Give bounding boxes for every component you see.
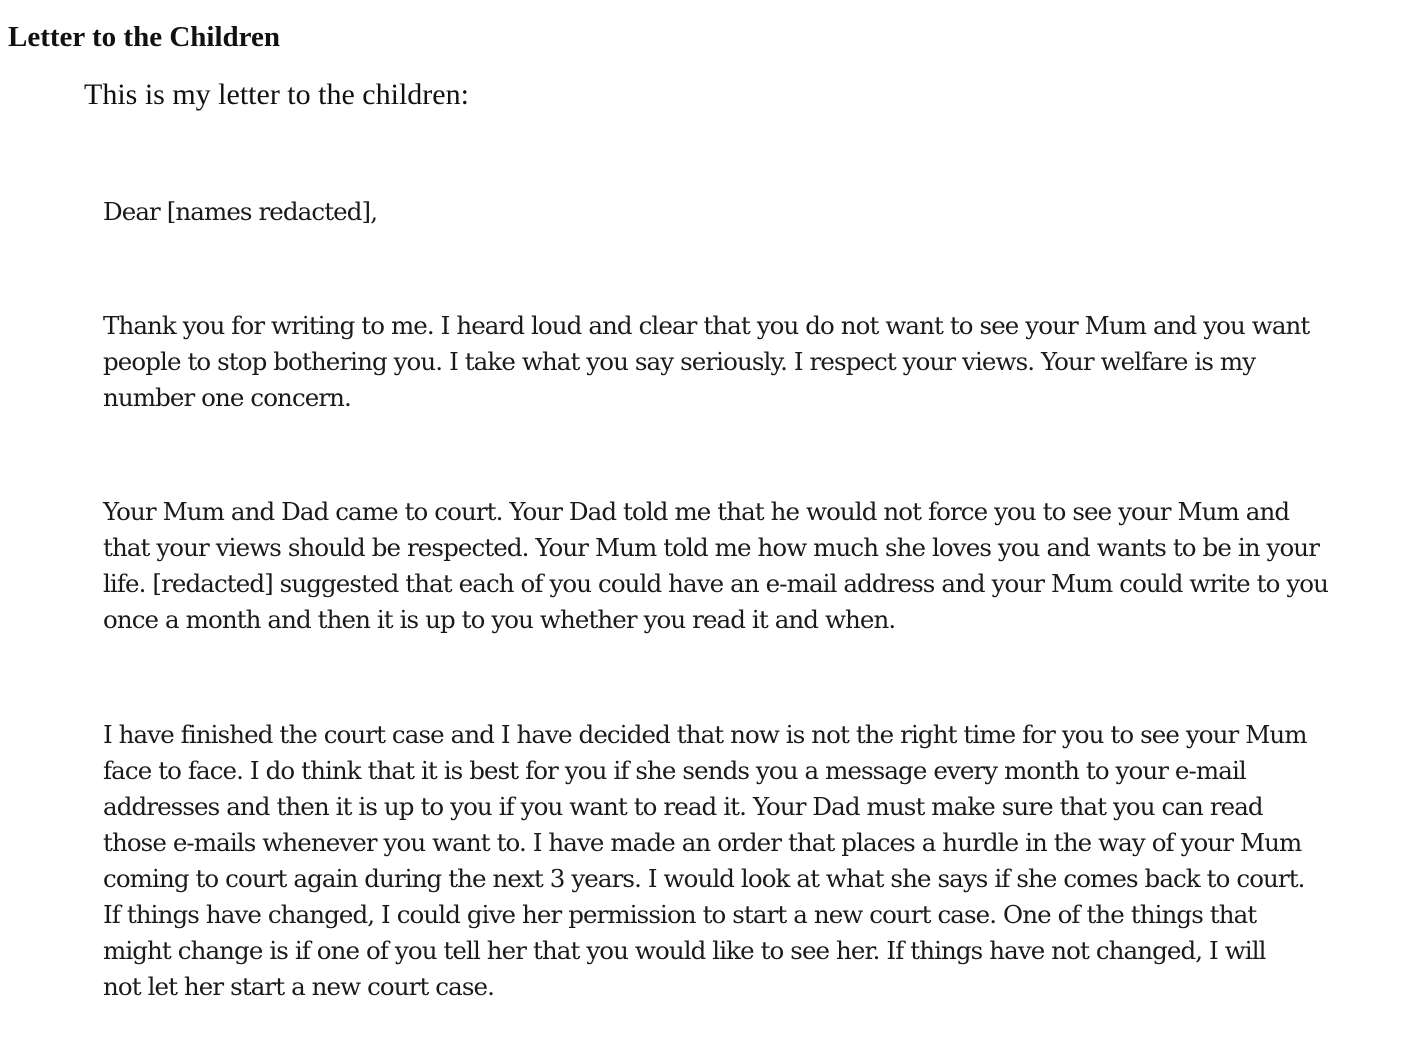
paragraph-line: coming to court again during the next 3 years. I would look at what she says if she comes back to court. <box>103 864 1305 893</box>
letter-paragraph-1 <box>103 308 1309 416</box>
letter-salutation: Dear [names redacted], <box>103 197 378 226</box>
paragraph-line: once a month and then it is up to you whether you read it and when. <box>103 605 896 634</box>
letter-paragraph-2 <box>103 494 1328 638</box>
paragraph-line: number one concern. <box>103 383 351 412</box>
paragraph-line: If things have changed, I could give her permission to start a new court case. One of the things that <box>103 900 1257 929</box>
paragraph-line: that your views should be respected. Your Mum told me how much she loves you and wants to be in your <box>103 533 1320 562</box>
paragraph-line: addresses and then it is up to you if you want to read it. Your Dad must make sure that you can read <box>103 792 1263 821</box>
paragraph-line: Your Mum and Dad came to court. Your Dad told me that he would not force you to see your Mum and <box>103 497 1290 526</box>
document-title: Letter to the Children <box>8 21 280 53</box>
paragraph-line: those e-mails whenever you want to. I have made an order that places a hurdle in the way of your Mum <box>103 828 1302 857</box>
paragraph-line: face to face. I do think that it is best for you if she sends you a message every month to your e-mail <box>103 756 1246 785</box>
paragraph-line: I have finished the court case and I have decided that now is not the right time for you to see your Mum <box>103 720 1307 749</box>
paragraph-line: Thank you for writing to me. I heard loud and clear that you do not want to see your Mum and you want <box>103 311 1310 340</box>
letter-paragraph-3 <box>103 717 1307 1005</box>
paragraph-line: might change is if one of you tell her that you would like to see her. If things have not changed, I will <box>103 936 1266 965</box>
paragraph-line: not let her start a new court case. <box>103 972 494 1001</box>
paragraph-line: people to stop bothering you. I take what you say seriously. I respect your views. Your welfare is my <box>103 347 1256 376</box>
paragraph-line: life. [redacted] suggested that each of you could have an e-mail address and your Mum could write to you <box>103 569 1329 598</box>
intro-text: This is my letter to the children: <box>84 78 469 111</box>
